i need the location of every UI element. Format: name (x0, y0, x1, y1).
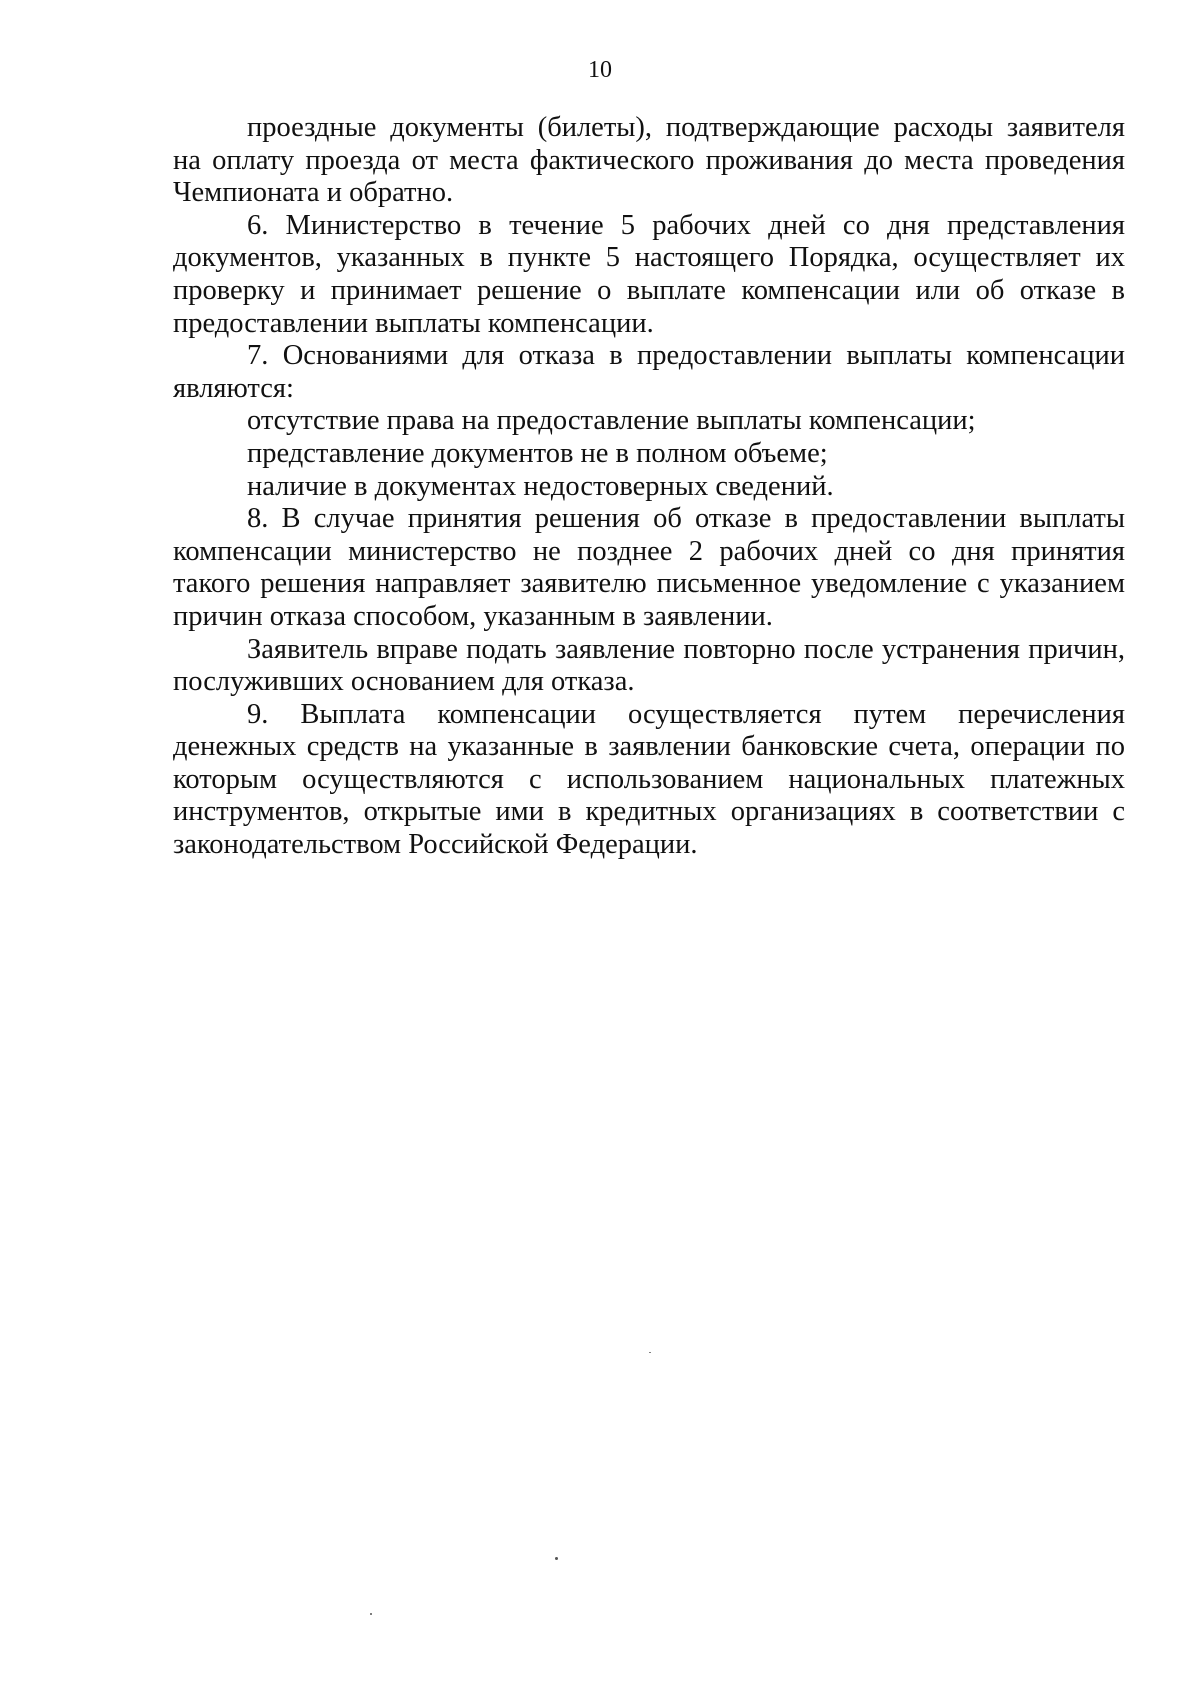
page-number: 10 (588, 57, 612, 83)
paragraph-reapply: Заявитель вправе подать заявление повторно после устранения причин, послуживших основанием для отказа. (173, 633, 1125, 698)
paragraph-item-6: 6. Министерство в течение 5 рабочих дней со дня представления документов, указанных в пункте 5 настоящего Порядка, осуществляет их проверку и принимает решение о выплате компенсации или об отказе в предоставлении выплаты компенсации. (173, 209, 1125, 339)
paragraph-travel-documents: проездные документы (билеты), подтверждающие расходы заявителя на оплату проезда от места фактического проживания до места проведения Чемпионата и обратно. (173, 112, 1125, 209)
scan-speck (649, 1352, 651, 1353)
paragraph-item-8: 8. В случае принятия решения об отказе в предоставлении выплаты компенсации министерство не позднее 2 рабочих дней со дня принятия такого решения направляет заявителю письменное уведомление с указанием причин отказа способом, указанным в заявлении. (173, 503, 1125, 632)
scan-speck (370, 1613, 372, 1615)
document-body (173, 112, 1125, 862)
scan-speck (555, 1557, 558, 1560)
paragraph-item-7: 7. Основаниями для отказа в предоставлении выплаты компенсации являются: (173, 340, 1125, 404)
refusal-reason-3: наличие в документах недостоверных сведений. (247, 470, 834, 502)
refusal-reason-1: отсутствие права на предоставление выплаты компенсации; (247, 405, 976, 437)
refusal-reason-2: представление документов не в полном объеме; (247, 437, 828, 469)
paragraph-item-9: 9. Выплата компенсации осуществляется путем перечисления денежных средств на указанные в заявлении банковские счета, операции по которым осуществляются с использованием национальных платежных инструментов, открытые ими в кредитных организациях в соответствии с законодательством Российской Федерации. (173, 698, 1125, 861)
